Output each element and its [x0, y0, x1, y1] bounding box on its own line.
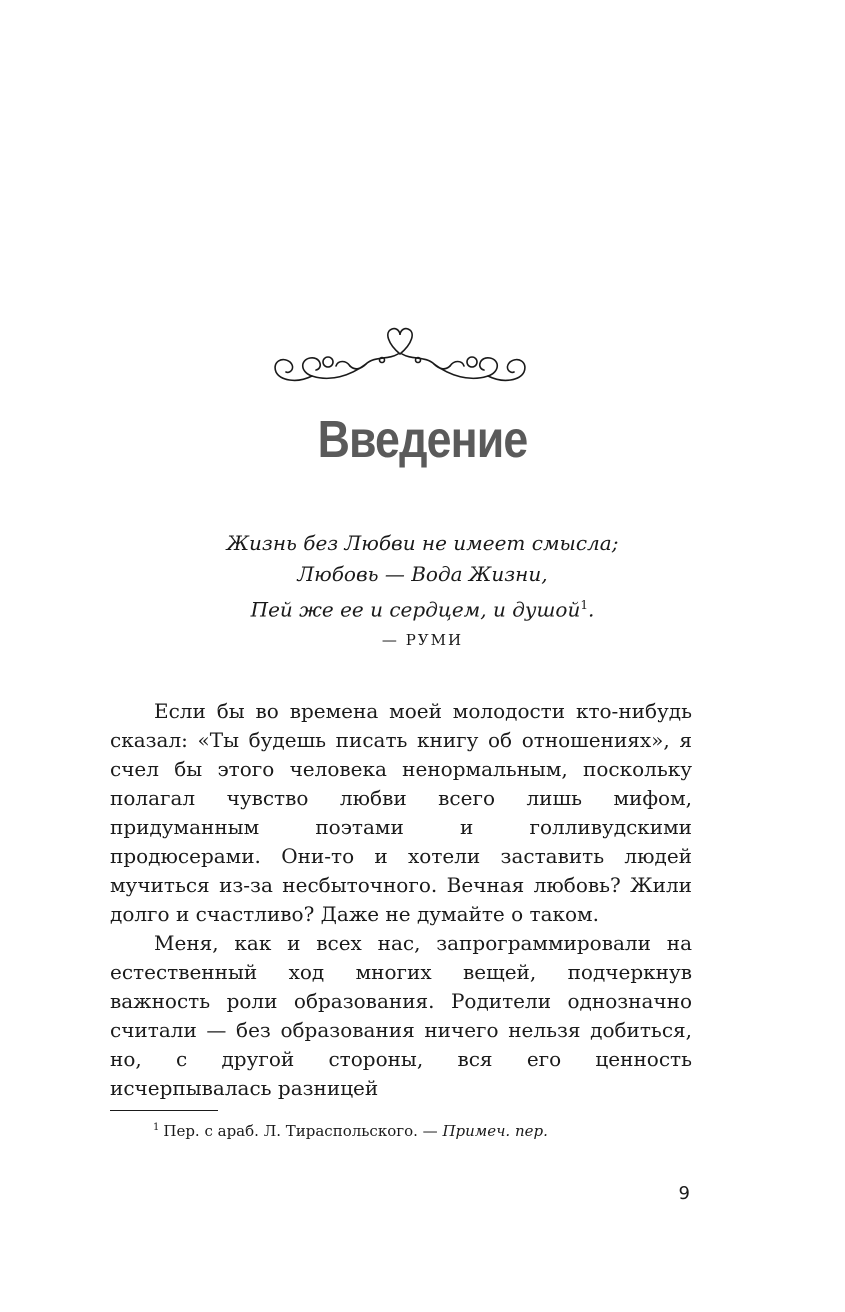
- chapter-title: Введение: [317, 411, 528, 469]
- epigraph-line: Любовь — Вода Жизни,: [297, 562, 548, 586]
- body-paragraph: Меня, как и всех нас, запрограммировали на естественный ход многих вещей, подчеркнув важность роли образования. Родители однозначно считали — без образования ничего нельзя добиться, но, с другой стороны, вся его ценность исчерпывалась разницей: [110, 931, 692, 1100]
- body-paragraph: Если бы во времена моей молодости кто-нибудь сказал: «Ты будешь писать книгу об отношениях», я счел бы этого человека ненормальным, поскольку полагал чувство любви всего лишь мифом, придуманным поэтами и голливудскими продюсерами. Они-то и хотели заставить людей мучиться из-за несбыточного. Вечная любовь? Жили долго и счастливо? Даже не думайте о таком.: [110, 699, 692, 926]
- footnote: [153, 1122, 693, 1140]
- epigraph-line-text: Пей же ее и сердцем, и душой: [250, 597, 581, 622]
- epigraph-line: Жизнь без Любви не имеет смысла;: [226, 531, 619, 555]
- footnote-divider: [110, 1110, 218, 1111]
- epigraph: [0, 528, 845, 626]
- footnote-reference: 1: [580, 598, 588, 612]
- epigraph-line-last: [0, 590, 845, 626]
- footnote-note-tag: Примеч. пер.: [442, 1122, 548, 1140]
- heart-ornament-icon: [270, 320, 530, 400]
- epigraph-end-punct: .: [587, 597, 595, 622]
- body-text: [110, 697, 692, 1103]
- footnote-text: Пер. с араб. Л. Тираспольского. —: [163, 1122, 438, 1140]
- epigraph-attribution: — РУМИ: [381, 631, 464, 649]
- footnote-number: 1: [153, 1122, 160, 1133]
- page-number: 9: [678, 1183, 690, 1204]
